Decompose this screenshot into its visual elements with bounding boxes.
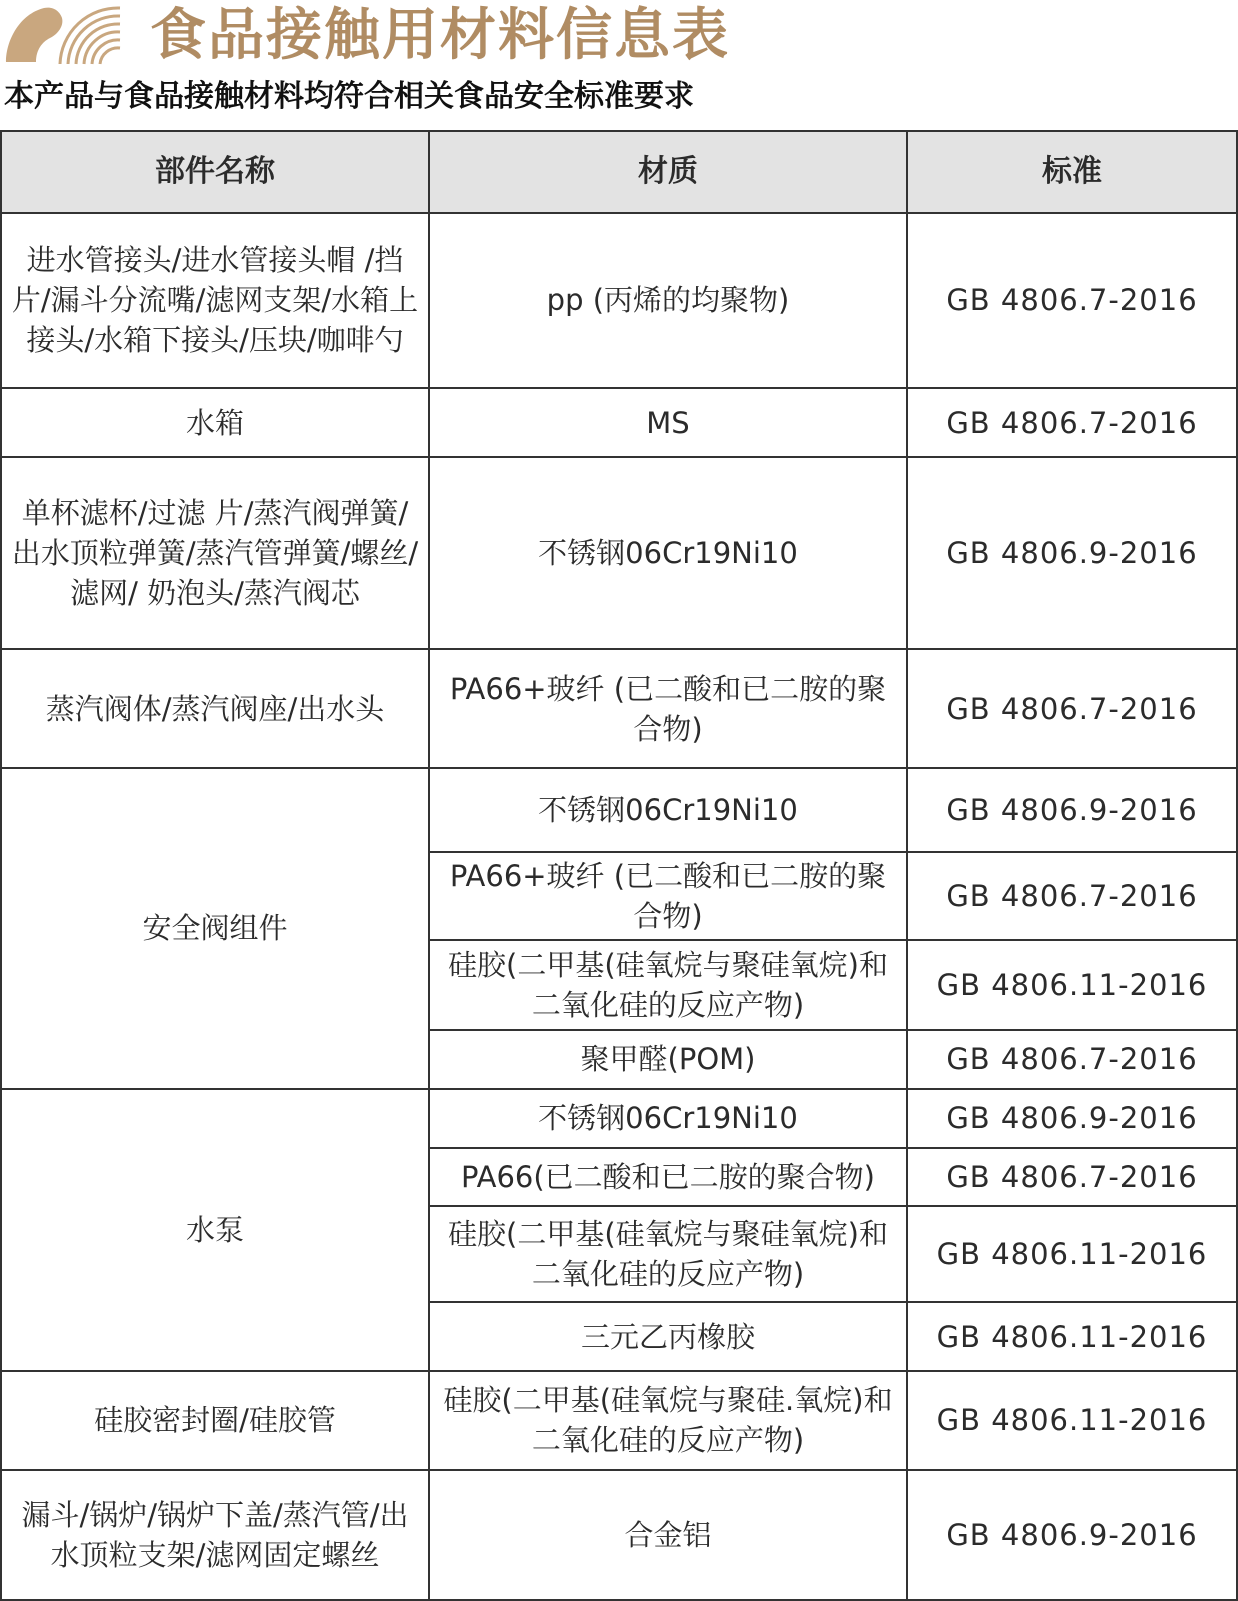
column-header-standard: 标准 — [907, 131, 1237, 213]
material-cell: 不锈钢06Cr19Ni10 — [429, 457, 907, 648]
standard-cell: GB 4806.11-2016 — [907, 1206, 1237, 1302]
page-subtitle: 本产品与食品接触材料均符合相关食品安全标准要求 — [4, 79, 694, 114]
part-name-cell: 进水管接头/进水管接头帽 /挡片/漏斗分流嘴/滤网支架/水箱上接头/水箱下接头/压块/咖啡勺 — [1, 213, 429, 388]
standard-cell: GB 4806.11-2016 — [907, 940, 1237, 1030]
standard-cell: GB 4806.9-2016 — [907, 1470, 1237, 1600]
material-cell: PA66+玻纤 (已二酸和已二胺的聚合物) — [429, 649, 907, 769]
material-cell: 硅胶(二甲基(硅氧烷与聚硅氧烷)和二氧化硅的反应产物) — [429, 1206, 907, 1302]
table-row — [1, 1470, 1237, 1600]
part-name-cell: 硅胶密封圈/硅胶管 — [1, 1371, 429, 1470]
table-row — [1, 1089, 1237, 1148]
table-row — [1, 457, 1237, 648]
material-cell: PA66+玻纤 (已二酸和已二胺的聚合物) — [429, 852, 907, 940]
material-cell: MS — [429, 388, 907, 458]
standard-cell: GB 4806.7-2016 — [907, 1148, 1237, 1206]
standard-cell: GB 4806.7-2016 — [907, 388, 1237, 458]
material-cell: 不锈钢06Cr19Ni10 — [429, 768, 907, 852]
table-row — [1, 1371, 1237, 1470]
table-header-row — [1, 131, 1237, 213]
material-cell: pp (丙烯的均聚物) — [429, 213, 907, 388]
standard-cell: GB 4806.7-2016 — [907, 213, 1237, 388]
table-row — [1, 388, 1237, 458]
standard-cell: GB 4806.9-2016 — [907, 1089, 1237, 1148]
column-header-part-name: 部件名称 — [1, 131, 429, 213]
standard-cell: GB 4806.9-2016 — [907, 768, 1237, 852]
material-cell: 不锈钢06Cr19Ni10 — [429, 1089, 907, 1148]
part-name-cell: 漏斗/锅炉/锅炉下盖/蒸汽管/出水顶粒支架/滤网固定螺丝 — [1, 1470, 429, 1600]
part-name-cell: 蒸汽阀体/蒸汽阀座/出水头 — [1, 649, 429, 769]
table-row — [1, 768, 1237, 852]
material-cell: 三元乙丙橡胶 — [429, 1302, 907, 1371]
standard-cell: GB 4806.7-2016 — [907, 852, 1237, 940]
part-name-cell: 单杯滤杯/过滤 片/蒸汽阀弹簧/出水顶粒弹簧/蒸汽管弹簧/螺丝/滤网/ 奶泡头/蒸汽阀芯 — [1, 457, 429, 648]
material-cell: PA66(已二酸和已二胺的聚合物) — [429, 1148, 907, 1206]
standard-cell: GB 4806.7-2016 — [907, 1030, 1237, 1088]
part-name-cell: 水泵 — [1, 1089, 429, 1371]
standard-cell: GB 4806.7-2016 — [907, 649, 1237, 769]
table-row — [1, 213, 1237, 388]
column-header-material: 材质 — [429, 131, 907, 213]
standard-cell: GB 4806.11-2016 — [907, 1302, 1237, 1371]
material-cell: 聚甲醛(POM) — [429, 1030, 907, 1088]
material-cell: 硅胶(二甲基(硅氧烷与聚硅.氧烷)和二氧化硅的反应产物) — [429, 1371, 907, 1470]
standard-cell: GB 4806.9-2016 — [907, 457, 1237, 648]
page-title: 食品接触用材料信息表 — [150, 3, 730, 68]
standard-cell: GB 4806.11-2016 — [907, 1371, 1237, 1470]
material-cell: 合金铝 — [429, 1470, 907, 1600]
table-row — [1, 649, 1237, 769]
part-name-cell: 安全阀组件 — [1, 768, 429, 1088]
part-name-cell: 水箱 — [1, 388, 429, 458]
material-cell: 硅胶(二甲基(硅氧烷与聚硅氧烷)和二氧化硅的反应产物) — [429, 940, 907, 1030]
concentric-arcs-logo-icon — [2, 0, 128, 66]
food-contact-material-table — [0, 130, 1238, 1601]
